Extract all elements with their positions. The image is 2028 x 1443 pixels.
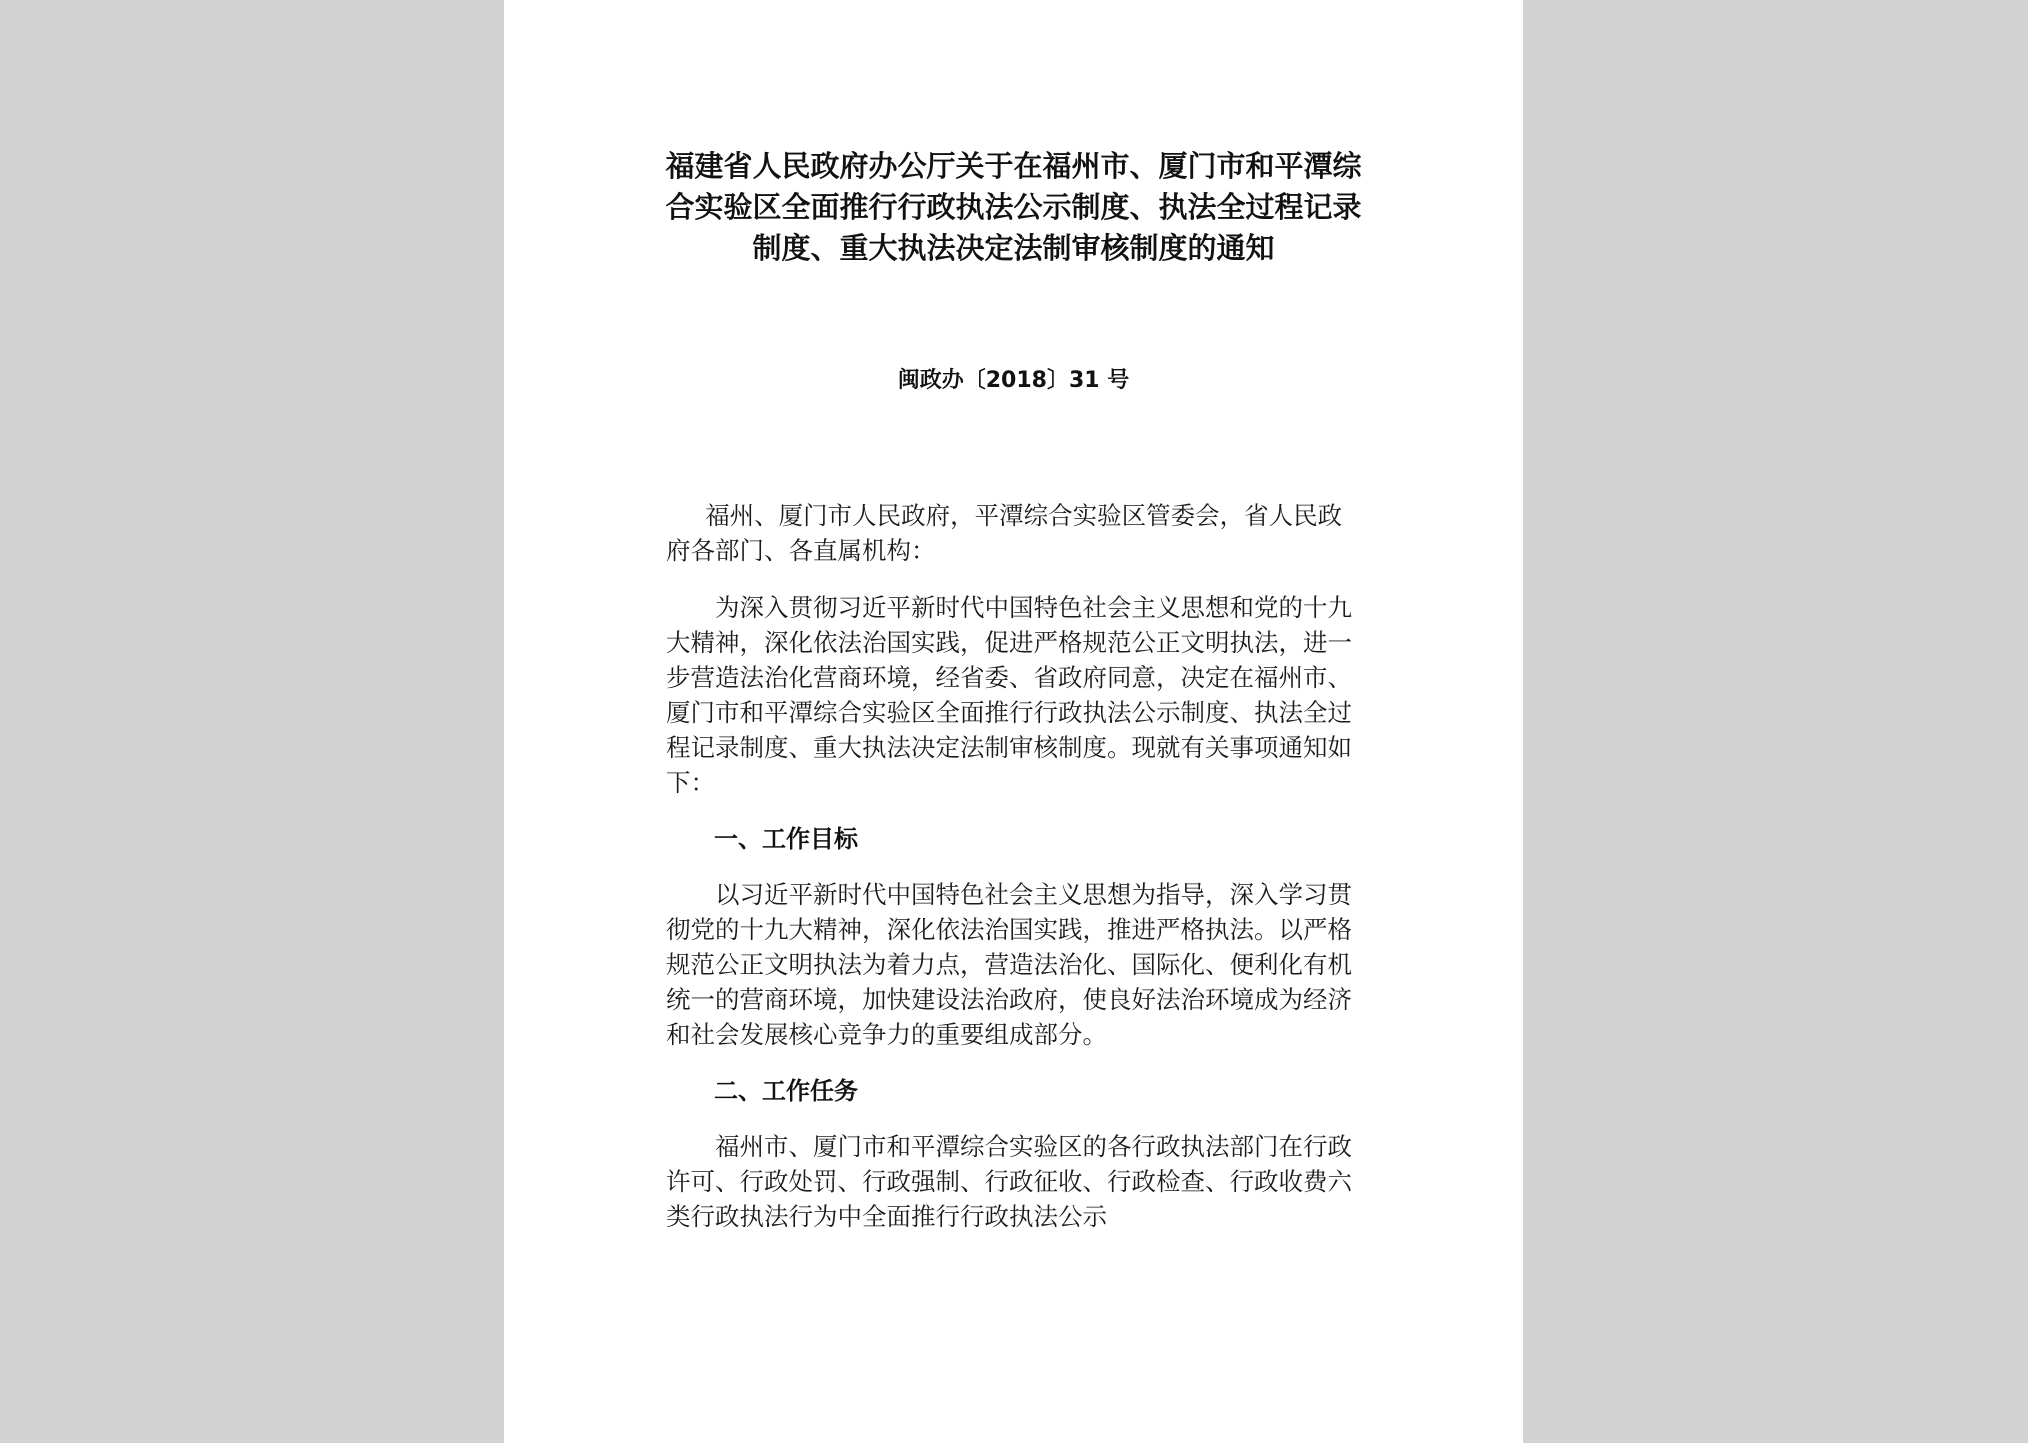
document-title: 福建省人民政府办公厅关于在福州市、厦门市和平潭综合实验区全面推行行政执法公示制度、执法全过程记录制度、重大执法决定法制审核制度的通知 [665, 149, 1362, 265]
document-page [504, 0, 1523, 1443]
intro-paragraph: 为深入贯彻习近平新时代中国特色社会主义思想和党的十九大精神，深化依法治国实践，促进严格规范公正文明执法，进一步营造法治化营商环境，经省委、省政府同意，决定在福州市、厦门市和平潭综合实验区全面推行行政执法公示制度、执法全过程记录制度、重大执法决定法制审核制度。现就有关事项通知如下： [666, 593, 1352, 797]
goals-paragraph: 以习近平新时代中国特色社会主义思想为指导，深入学习贯彻党的十九大精神，深化依法治国实践，推进严格执法。以严格规范公正文明执法为着力点，营造法治化、国际化、便利化有机统一的营商环境，加快建设法治政府，使良好法治环境成为经济和社会发展核心竞争力的重要组成部分。 [666, 880, 1352, 1049]
section-heading-tasks: 二、工作任务 [714, 1077, 858, 1105]
addressee-paragraph: 福州、厦门市人民政府，平潭综合实验区管委会，省人民政府各部门、各直属机构： [666, 501, 1343, 565]
section-heading-goals: 一、工作目标 [714, 825, 858, 853]
tasks-paragraph: 福州市、厦门市和平潭综合实验区的各行政执法部门在行政许可、行政处罚、行政强制、行政征收、行政检查、行政收费六类行政执法行为中全面推行行政执法公示 [666, 1132, 1352, 1231]
document-body [666, 498, 1366, 1256]
document-number: 闽政办〔2018〕31 号 [897, 368, 1130, 393]
